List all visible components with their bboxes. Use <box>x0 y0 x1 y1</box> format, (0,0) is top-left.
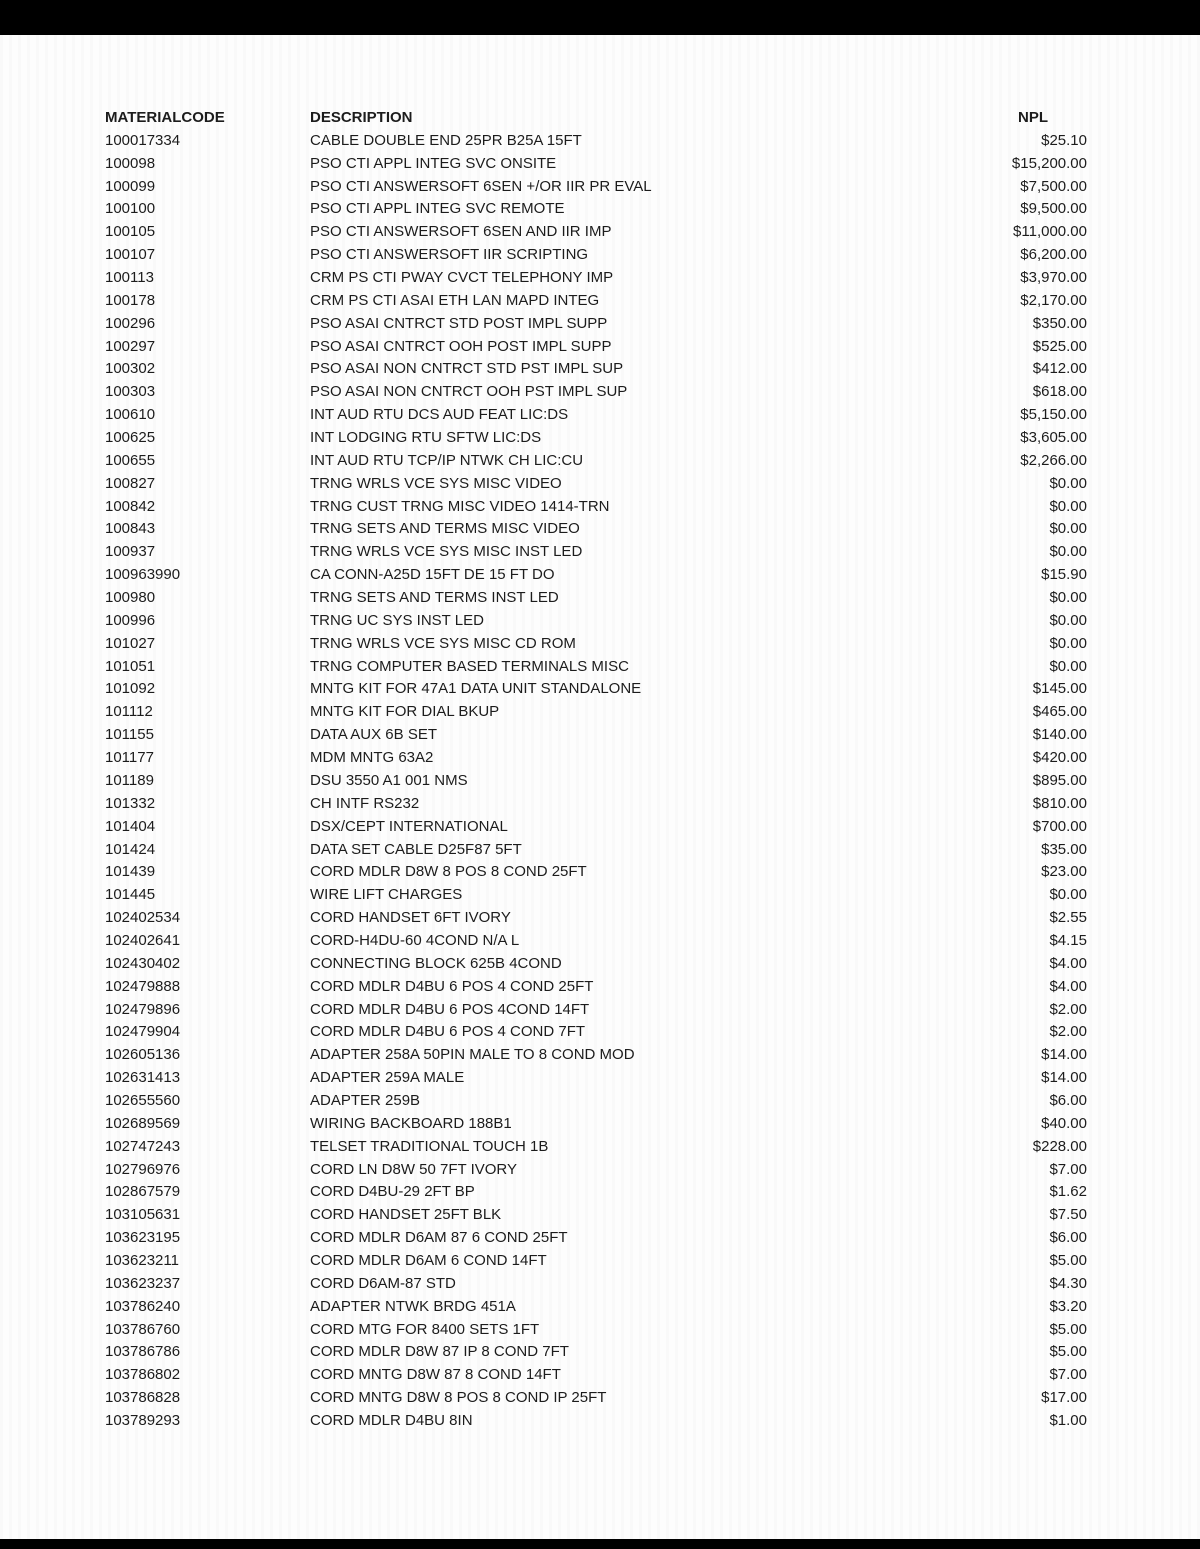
description-cell: MNTG KIT FOR DIAL BKUP <box>310 703 500 721</box>
description-cell: CORD D6AM-87 STD <box>310 1274 456 1292</box>
material-code-cell: 101404 <box>105 817 156 835</box>
description-cell: CRM PS CTI ASAI ETH LAN MAPD INTEG <box>310 291 600 309</box>
table-row <box>0 587 1200 610</box>
material-code-cell: 100996 <box>105 611 156 629</box>
material-code-cell: 102867579 <box>105 1183 181 1201</box>
table-row <box>0 839 1200 862</box>
table-row <box>0 313 1200 336</box>
description-cell: CABLE DOUBLE END 25PR B25A 15FT <box>310 131 582 149</box>
table-row <box>0 1159 1200 1182</box>
npl-cell: $350.00 <box>1032 314 1087 332</box>
npl-cell: $525.00 <box>1032 337 1087 355</box>
table-row <box>0 473 1200 496</box>
description-cell: MNTG KIT FOR 47A1 DATA UNIT STANDALONE <box>310 680 642 698</box>
description-cell: PSO ASAI CNTRCT OOH POST IMPL SUPP <box>310 337 612 355</box>
table-row <box>0 450 1200 473</box>
npl-cell: $6.00 <box>1049 1091 1087 1109</box>
material-code-cell: 100842 <box>105 497 156 515</box>
description-cell: CORD HANDSET 25FT BLK <box>310 1206 502 1224</box>
material-code-cell: 101424 <box>105 840 156 858</box>
material-code-cell: 102796976 <box>105 1160 181 1178</box>
table-row <box>0 701 1200 724</box>
npl-cell: $0.00 <box>1049 589 1087 607</box>
description-cell: PSO ASAI NON CNTRCT STD PST IMPL SUP <box>310 360 624 378</box>
table-row <box>0 198 1200 221</box>
material-code-cell: 100178 <box>105 291 156 309</box>
column-header-npl: NPL <box>1018 109 1048 126</box>
description-cell: ADAPTER 259A MALE <box>310 1069 465 1087</box>
description-cell: CORD MDLR D4BU 6 POS 4 COND 25FT <box>310 977 594 995</box>
npl-cell: $4.15 <box>1049 931 1087 949</box>
description-cell: PSO CTI APPL INTEG SVC ONSITE <box>310 154 557 172</box>
material-code-cell: 100610 <box>105 406 156 424</box>
material-code-cell: 100297 <box>105 337 156 355</box>
material-code-cell: 101027 <box>105 634 156 652</box>
npl-cell: $4.00 <box>1049 977 1087 995</box>
description-cell: TELSET TRADITIONAL TOUCH 1B <box>310 1137 549 1155</box>
description-cell: TRNG WRLS VCE SYS MISC INST LED <box>310 543 583 561</box>
material-code-cell: 100302 <box>105 360 156 378</box>
material-code-cell: 102402641 <box>105 931 181 949</box>
description-cell: PSO CTI ANSWERSOFT IIR SCRIPTING <box>310 246 589 264</box>
table-row <box>0 1067 1200 1090</box>
npl-cell: $11,000.00 <box>1013 223 1087 241</box>
description-cell: CORD HANDSET 6FT IVORY <box>310 909 511 927</box>
npl-cell: $228.00 <box>1032 1137 1087 1155</box>
npl-cell: $3.20 <box>1049 1297 1087 1315</box>
table-row <box>0 1410 1200 1433</box>
npl-cell: $145.00 <box>1032 680 1087 698</box>
material-code-cell: 102402534 <box>105 909 181 927</box>
description-cell: INT AUD RTU TCP/IP NTWK CH LIC:CU <box>310 451 584 469</box>
description-cell: MDM MNTG 63A2 <box>310 749 434 767</box>
material-code-cell: 100100 <box>105 200 156 218</box>
description-cell: TRNG WRLS VCE SYS MISC CD ROM <box>310 634 576 652</box>
table-header-row <box>0 107 1200 130</box>
description-cell: DSU 3550 A1 001 NMS <box>310 771 468 789</box>
npl-cell: $14.00 <box>1041 1069 1087 1087</box>
material-code-cell: 103786828 <box>105 1389 181 1407</box>
npl-cell: $0.00 <box>1049 497 1087 515</box>
npl-cell: $7.00 <box>1049 1160 1087 1178</box>
material-code-cell: 103789293 <box>105 1411 181 1429</box>
material-code-cell: 102605136 <box>105 1046 181 1064</box>
npl-cell: $5.00 <box>1049 1251 1087 1269</box>
table-row <box>0 1341 1200 1364</box>
table-row <box>0 404 1200 427</box>
description-cell: TRNG CUST TRNG MISC VIDEO 1414-TRN <box>310 497 610 515</box>
description-cell: CORD MDLR D4BU 8IN <box>310 1411 473 1429</box>
description-cell: PSO CTI ANSWERSOFT 6SEN +/OR IIR PR EVAL <box>310 177 652 195</box>
npl-cell: $1.00 <box>1049 1411 1087 1429</box>
table-row <box>0 770 1200 793</box>
scan-edge-top <box>0 0 1200 35</box>
npl-cell: $17.00 <box>1041 1389 1087 1407</box>
material-code-cell: 100937 <box>105 543 156 561</box>
npl-cell: $6,200.00 <box>1020 246 1087 264</box>
material-code-cell: 100980 <box>105 589 156 607</box>
column-header-description: DESCRIPTION <box>310 109 413 126</box>
material-code-cell: 100303 <box>105 383 156 401</box>
table-row <box>0 724 1200 747</box>
npl-cell: $23.00 <box>1041 863 1087 881</box>
table-row <box>0 1227 1200 1250</box>
table-row <box>0 358 1200 381</box>
material-code-cell: 101439 <box>105 863 156 881</box>
description-cell: PSO ASAI NON CNTRCT OOH PST IMPL SUP <box>310 383 628 401</box>
npl-cell: $9,500.00 <box>1020 200 1087 218</box>
table-row <box>0 176 1200 199</box>
table-row <box>0 1136 1200 1159</box>
description-cell: TRNG SETS AND TERMS INST LED <box>310 589 559 607</box>
description-cell: DATA SET CABLE D25F87 5FT <box>310 840 522 858</box>
description-cell: CORD MNTG D8W 8 POS 8 COND IP 25FT <box>310 1389 607 1407</box>
npl-cell: $14.00 <box>1041 1046 1087 1064</box>
table-row <box>0 244 1200 267</box>
npl-cell: $0.00 <box>1049 520 1087 538</box>
npl-cell: $3,970.00 <box>1020 269 1087 287</box>
npl-cell: $700.00 <box>1032 817 1087 835</box>
table-row <box>0 1319 1200 1342</box>
material-code-cell: 102631413 <box>105 1069 181 1087</box>
npl-cell: $15.90 <box>1041 566 1087 584</box>
description-cell: CORD LN D8W 50 7FT IVORY <box>310 1160 517 1178</box>
table-row <box>0 1273 1200 1296</box>
npl-cell: $15,200.00 <box>1011 154 1087 172</box>
material-code-cell: 101092 <box>105 680 156 698</box>
scan-edge-bottom <box>0 1539 1200 1549</box>
table-row <box>0 1296 1200 1319</box>
material-code-cell: 100296 <box>105 314 156 332</box>
npl-cell: $895.00 <box>1032 771 1087 789</box>
npl-cell: $40.00 <box>1041 1114 1087 1132</box>
material-code-cell: 100107 <box>105 246 156 264</box>
description-cell: CORD D4BU-29 2FT BP <box>310 1183 475 1201</box>
table-row <box>0 427 1200 450</box>
npl-cell: $0.00 <box>1049 611 1087 629</box>
description-cell: TRNG SETS AND TERMS MISC VIDEO <box>310 520 580 538</box>
table-row <box>0 816 1200 839</box>
npl-cell: $7.00 <box>1049 1366 1087 1384</box>
npl-cell: $2,266.00 <box>1020 451 1087 469</box>
material-code-cell: 100113 <box>105 269 154 287</box>
description-cell: ADAPTER 258A 50PIN MALE TO 8 COND MOD <box>310 1046 635 1064</box>
description-cell: ADAPTER NTWK BRDG 451A <box>310 1297 516 1315</box>
npl-cell: $420.00 <box>1032 749 1087 767</box>
table-row <box>0 381 1200 404</box>
material-code-cell: 103623237 <box>105 1274 181 1292</box>
npl-cell: $140.00 <box>1032 726 1087 744</box>
material-code-cell: 101189 <box>105 771 154 789</box>
description-cell: CRM PS CTI PWAY CVCT TELEPHONY IMP <box>310 269 614 287</box>
material-code-cell: 100655 <box>105 451 156 469</box>
npl-cell: $7.50 <box>1049 1206 1087 1224</box>
npl-cell: $3,605.00 <box>1020 429 1087 447</box>
npl-cell: $1.62 <box>1049 1183 1087 1201</box>
material-code-cell: 100098 <box>105 154 156 172</box>
npl-cell: $5,150.00 <box>1020 406 1087 424</box>
description-cell: PSO CTI APPL INTEG SVC REMOTE <box>310 200 565 218</box>
npl-cell: $412.00 <box>1032 360 1087 378</box>
material-code-cell: 100843 <box>105 520 156 538</box>
table-row <box>0 861 1200 884</box>
material-code-cell: 103623211 <box>105 1251 179 1269</box>
material-code-cell: 102479888 <box>105 977 181 995</box>
description-cell: CORD MDLR D6AM 6 COND 14FT <box>310 1251 547 1269</box>
table-row <box>0 1090 1200 1113</box>
description-cell: DATA AUX 6B SET <box>310 726 437 744</box>
table-row <box>0 610 1200 633</box>
material-code-cell: 103786240 <box>105 1297 181 1315</box>
material-code-cell: 100827 <box>105 474 156 492</box>
npl-cell: $7,500.00 <box>1020 177 1087 195</box>
price-list-table <box>0 107 1200 1433</box>
material-code-cell: 101332 <box>105 794 156 812</box>
npl-cell: $5.00 <box>1049 1343 1087 1361</box>
material-code-cell: 102479904 <box>105 1023 181 1041</box>
table-row <box>0 1021 1200 1044</box>
description-cell: CH INTF RS232 <box>310 794 420 812</box>
npl-cell: $810.00 <box>1032 794 1087 812</box>
material-code-cell: 102655560 <box>105 1091 181 1109</box>
material-code-cell: 100625 <box>105 429 156 447</box>
description-cell: INT LODGING RTU SFTW LIC:DS <box>310 429 542 447</box>
npl-cell: $0.00 <box>1049 543 1087 561</box>
description-cell: CORD MNTG D8W 87 8 COND 14FT <box>310 1366 561 1384</box>
material-code-cell: 103786760 <box>105 1320 181 1338</box>
table-row <box>0 1044 1200 1067</box>
material-code-cell: 102479896 <box>105 1000 181 1018</box>
description-cell: PSO ASAI CNTRCT STD POST IMPL SUPP <box>310 314 608 332</box>
table-row <box>0 1387 1200 1410</box>
npl-cell: $25.10 <box>1041 131 1087 149</box>
description-cell: CORD MDLR D4BU 6 POS 4 COND 7FT <box>310 1023 586 1041</box>
table-row <box>0 290 1200 313</box>
npl-cell: $6.00 <box>1049 1229 1087 1247</box>
material-code-cell: 101051 <box>105 657 156 675</box>
table-row <box>0 153 1200 176</box>
table-row <box>0 907 1200 930</box>
material-code-cell: 100105 <box>105 223 156 241</box>
table-row <box>0 953 1200 976</box>
description-cell: CORD MDLR D8W 87 IP 8 COND 7FT <box>310 1343 569 1361</box>
material-code-cell: 103105631 <box>105 1206 181 1224</box>
material-code-cell: 101155 <box>105 726 154 744</box>
npl-cell: $0.00 <box>1049 886 1087 904</box>
description-cell: CORD MDLR D4BU 6 POS 4COND 14FT <box>310 1000 590 1018</box>
table-row <box>0 518 1200 541</box>
description-cell: CORD-H4DU-60 4COND N/A L <box>310 931 520 949</box>
material-code-cell: 101445 <box>105 886 156 904</box>
description-cell: CORD MDLR D8W 8 POS 8 COND 25FT <box>310 863 587 881</box>
material-code-cell: 101112 <box>105 703 153 721</box>
description-cell: CORD MDLR D6AM 87 6 COND 25FT <box>310 1229 568 1247</box>
description-cell: DSX/CEPT INTERNATIONAL <box>310 817 508 835</box>
npl-cell: $0.00 <box>1049 474 1087 492</box>
npl-cell: $2.00 <box>1049 1023 1087 1041</box>
table-row <box>0 999 1200 1022</box>
table-row <box>0 130 1200 153</box>
npl-cell: $465.00 <box>1032 703 1087 721</box>
table-row <box>0 793 1200 816</box>
material-code-cell: 102747243 <box>105 1137 181 1155</box>
material-code-cell: 102689569 <box>105 1114 181 1132</box>
table-row <box>0 564 1200 587</box>
description-cell: WIRING BACKBOARD 188B1 <box>310 1114 512 1132</box>
description-cell: TRNG UC SYS INST LED <box>310 611 484 629</box>
npl-cell: $2.00 <box>1049 1000 1087 1018</box>
description-cell: PSO CTI ANSWERSOFT 6SEN AND IIR IMP <box>310 223 612 241</box>
material-code-cell: 102430402 <box>105 954 181 972</box>
material-code-cell: 103623195 <box>105 1229 181 1247</box>
npl-cell: $2,170.00 <box>1020 291 1087 309</box>
table-row <box>0 633 1200 656</box>
column-header-materialcode: MATERIALCODE <box>105 109 225 126</box>
description-cell: CA CONN-A25D 15FT DE 15 FT DO <box>310 566 555 584</box>
table-row <box>0 930 1200 953</box>
description-cell: INT AUD RTU DCS AUD FEAT LIC:DS <box>310 406 569 424</box>
table-row <box>0 1181 1200 1204</box>
npl-cell: $5.00 <box>1049 1320 1087 1338</box>
material-code-cell: 100099 <box>105 177 156 195</box>
table-row <box>0 1364 1200 1387</box>
table-row <box>0 656 1200 679</box>
table-row <box>0 336 1200 359</box>
npl-cell: $35.00 <box>1041 840 1087 858</box>
table-row <box>0 1113 1200 1136</box>
npl-cell: $0.00 <box>1049 657 1087 675</box>
table-row <box>0 747 1200 770</box>
material-code-cell: 103786802 <box>105 1366 181 1384</box>
table-row <box>0 884 1200 907</box>
description-cell: ADAPTER 259B <box>310 1091 421 1109</box>
table-row <box>0 267 1200 290</box>
table-row <box>0 976 1200 999</box>
description-cell: TRNG COMPUTER BASED TERMINALS MISC <box>310 657 629 675</box>
table-row <box>0 541 1200 564</box>
material-code-cell: 103786786 <box>105 1343 181 1361</box>
table-row <box>0 678 1200 701</box>
description-cell: CONNECTING BLOCK 625B 4COND <box>310 954 562 972</box>
npl-cell: $2.55 <box>1049 909 1087 927</box>
material-code-cell: 100017334 <box>105 131 181 149</box>
table-row <box>0 221 1200 244</box>
table-row <box>0 1204 1200 1227</box>
description-cell: TRNG WRLS VCE SYS MISC VIDEO <box>310 474 562 492</box>
npl-cell: $4.30 <box>1049 1274 1087 1292</box>
description-cell: CORD MTG FOR 8400 SETS 1FT <box>310 1320 540 1338</box>
table-rows <box>0 130 1200 1433</box>
table-row <box>0 1250 1200 1273</box>
material-code-cell: 100963990 <box>105 566 181 584</box>
npl-cell: $618.00 <box>1032 383 1087 401</box>
npl-cell: $0.00 <box>1049 634 1087 652</box>
material-code-cell: 101177 <box>105 749 154 767</box>
table-row <box>0 496 1200 519</box>
npl-cell: $4.00 <box>1049 954 1087 972</box>
description-cell: WIRE LIFT CHARGES <box>310 886 463 904</box>
